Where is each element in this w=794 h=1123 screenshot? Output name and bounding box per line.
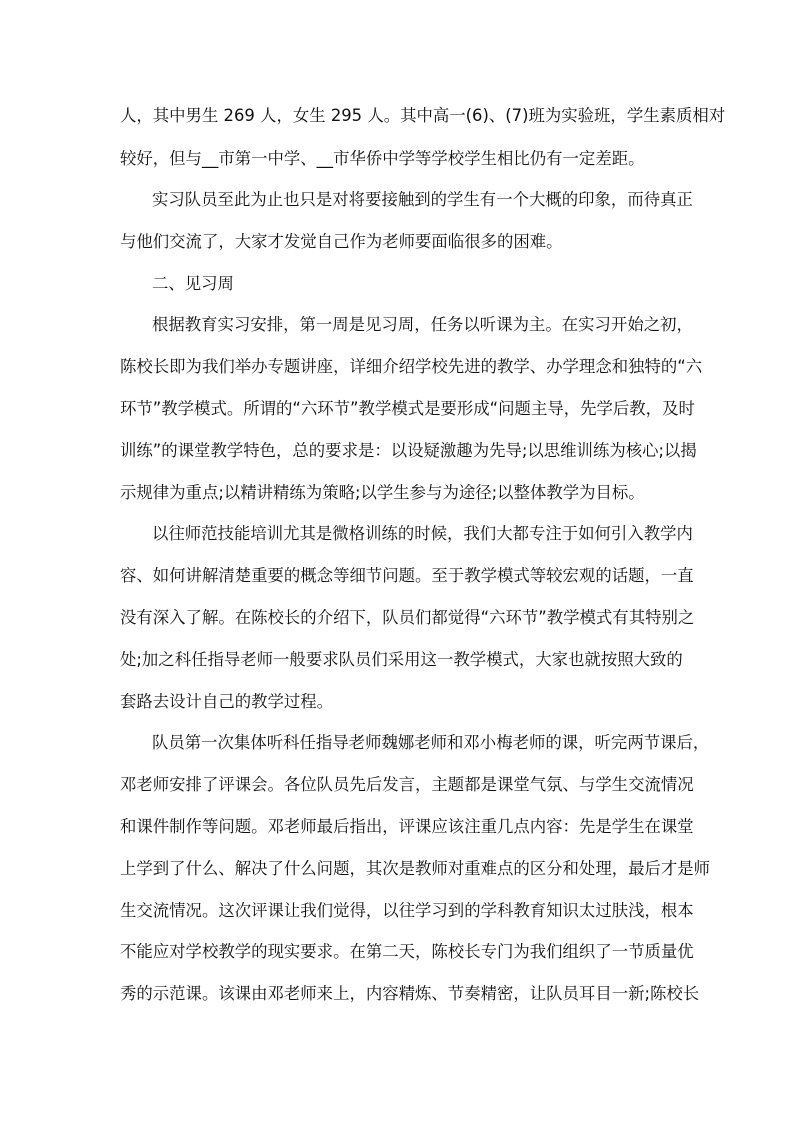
text-line: 上学到了什么、解决了什么问题，其次是教师对重难点的区分和处理，最后才是师 — [120, 859, 711, 878]
text-line: 人，其中男生 269 人，女生 295 人。其中高一(6)、(7)班为实验班，学生素质相对 — [120, 106, 726, 125]
text-line: 根据教育实习安排，第一周是见习周，任务以听课为主。在实习开始之初， — [152, 315, 693, 334]
text-line: 容、如何讲解清楚重要的概念等细节问题。至于教学模式等较宏观的话题，一直 — [120, 566, 694, 585]
text-line: 示规律为重点;以精讲精练为策略;以学生参与为途径;以整体教学为目标。 — [120, 483, 645, 502]
text-line: 训练”的课堂教学特色，总的要求是：以设疑激趣为先导;以思维训练为核心;以揭 — [120, 441, 697, 460]
text-line: 生交流情况。这次评课让我们觉得，以往学习到的学科教育知识太过肤浅，根本 — [120, 901, 694, 920]
text-line: 没有深入了解。在陈校长的介绍下，队员们都觉得“六环节”教学模式有其特别之 — [120, 608, 695, 627]
text-line: 环节”教学模式。所谓的“六环节”教学模式是要形成“问题主导，先学后教，及时 — [120, 399, 695, 418]
text-line: 实习队员至此为止也只是对将要接触到的学生有一个大概的印象，而待真正 — [152, 190, 693, 209]
text-line: 邓老师安排了评课会。各位队员先后发言，主题都是课堂气氛、与学生交流情况 — [120, 775, 694, 794]
text-line: 秀的示范课。该课由邓老师来上，内容精炼、节奏精密，让队员耳目一新;陈校长 — [120, 984, 700, 1003]
text-line: 以往师范技能培训尤其是微格训练的时候，我们大都专注于如何引入教学内 — [152, 524, 693, 543]
text-line: 队员第一次集体听科任指导老师魏娜老师和邓小梅老师的课，听完两节课后， — [152, 733, 710, 752]
text-line: 陈校长即为我们举办专题讲座，详细介绍学校先进的教学、办学理念和独特的“六 — [120, 357, 703, 376]
text-line: 和课件制作等问题。邓老师最后指出，评课应该注重几点内容：先是学生在课堂 — [120, 817, 694, 836]
text-line: 套路去设计自己的教学过程。 — [120, 692, 334, 711]
text-line: 较好，但与__市第一中学、__市华侨中学等学校学生相比仍有一定差距。 — [120, 149, 645, 168]
text-line: 不能应对学校教学的现实要求。在第二天，陈校长专门为我们组织了一节质量优 — [120, 942, 694, 961]
text-line: 处;加之科任指导老师一般要求队员们采用这一教学模式，大家也就按照大致的 — [120, 650, 683, 669]
section-heading: 二、见习周 — [152, 274, 234, 293]
text-line: 与他们交流了，大家才发觉自己作为老师要面临很多的困难。 — [120, 232, 563, 251]
